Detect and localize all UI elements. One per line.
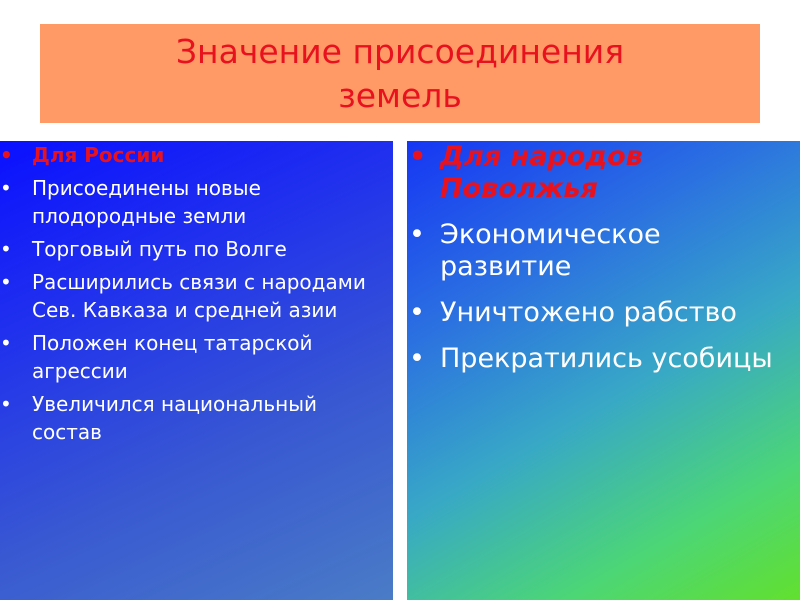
left-heading: Для России bbox=[32, 143, 165, 167]
bullet-dot-icon: • bbox=[409, 297, 425, 328]
bullet-dot-icon: • bbox=[0, 331, 12, 355]
bullet-dot-icon: • bbox=[0, 237, 12, 261]
right-heading-item bbox=[407, 141, 800, 205]
bullet-dot-icon: • bbox=[0, 392, 12, 416]
right-panel-volga-peoples bbox=[407, 141, 800, 600]
left-item-text: Торговый путь по Волге bbox=[32, 237, 287, 261]
left-item-text: Положен конец татарской агрессии bbox=[32, 331, 313, 383]
left-item-text: Присоединены новые плодородные земли bbox=[32, 176, 261, 228]
left-heading-item bbox=[0, 141, 393, 169]
bullet-dot-icon: • bbox=[409, 141, 427, 172]
left-list-item bbox=[0, 329, 393, 385]
bullet-dot-icon: • bbox=[0, 143, 13, 167]
right-list-item bbox=[407, 297, 800, 329]
left-bullet-list bbox=[0, 141, 393, 446]
left-item-text: Увеличился национальный состав bbox=[32, 392, 317, 444]
bullet-dot-icon: • bbox=[409, 219, 425, 250]
bullet-dot-icon: • bbox=[0, 270, 12, 294]
right-heading: Для народов Поволжья bbox=[440, 141, 643, 204]
left-list-item bbox=[0, 235, 393, 263]
right-item-text: Прекратились усобицы bbox=[440, 343, 773, 374]
right-list-item bbox=[407, 219, 800, 283]
slide-title: Значение присоединения земель bbox=[175, 31, 625, 115]
left-list-item bbox=[0, 390, 393, 446]
left-item-text: Расширились связи с народами Сев. Кавказа и средней азии bbox=[32, 270, 366, 322]
right-list-item bbox=[407, 343, 800, 375]
right-item-text: Экономическое развитие bbox=[440, 219, 661, 282]
title-banner bbox=[40, 24, 760, 123]
right-item-text: Уничтожено рабство bbox=[440, 297, 737, 328]
right-bullet-list bbox=[407, 141, 800, 375]
bullet-dot-icon: • bbox=[0, 176, 12, 200]
left-list-item bbox=[0, 268, 393, 324]
left-panel-russia bbox=[0, 141, 393, 600]
bullet-dot-icon: • bbox=[409, 343, 425, 374]
left-list-item bbox=[0, 174, 393, 230]
